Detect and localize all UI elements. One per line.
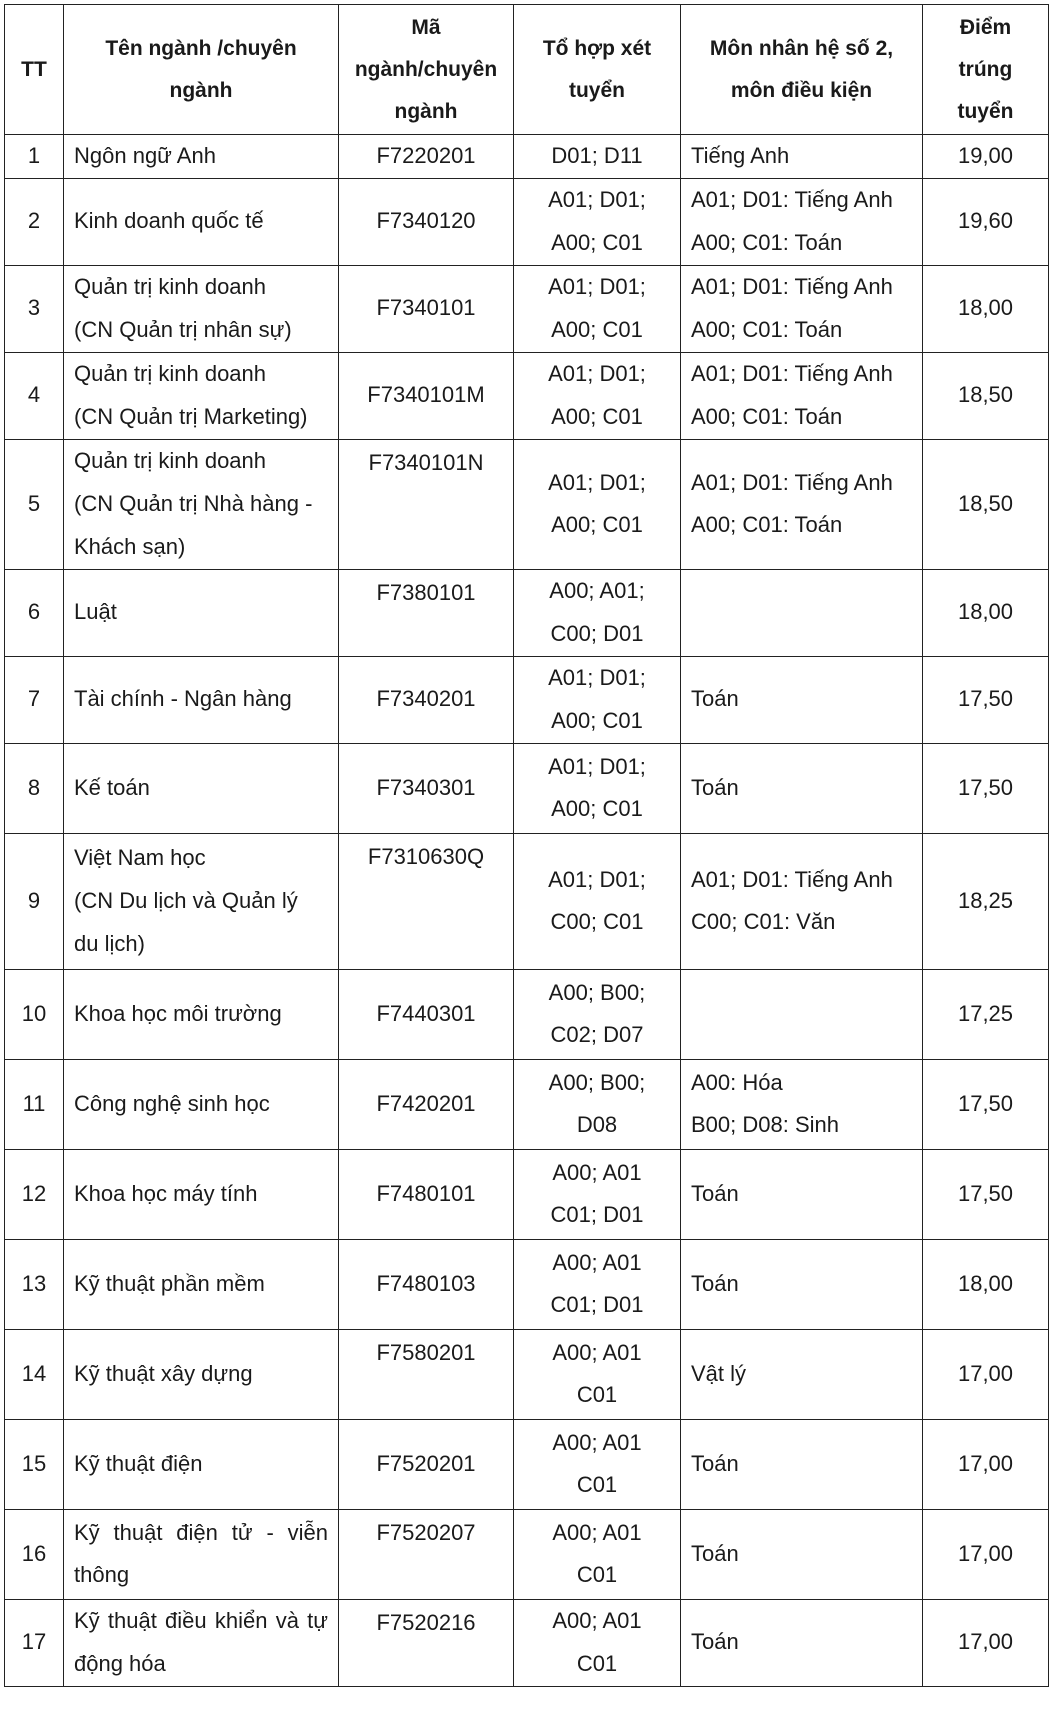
weighted-subject-line: Toán	[691, 1629, 739, 1655]
weighted-subject-line: C00; C01: Văn	[691, 909, 836, 935]
subject-combination-line: A00; B00;	[548, 979, 646, 1005]
admission-score: 18,25	[923, 833, 1049, 969]
major-code: F7520207	[339, 1509, 514, 1599]
major-name-line: Việt Nam học	[74, 845, 206, 871]
major-code: F7340301	[339, 743, 514, 833]
major-name-line: (CN Du lịch và Quản lý du lịch)	[74, 887, 298, 956]
subject-combination-line: C01; D01	[550, 1292, 644, 1318]
weighted-subject-line: Toán	[691, 686, 739, 712]
row-number: 8	[5, 743, 64, 833]
major-name	[64, 569, 339, 656]
weighted-subject-line: A00; C01: Toán	[691, 229, 843, 255]
subject-combination-line: C02; D07	[550, 1022, 644, 1048]
major-name-line: Ngôn ngữ Anh	[74, 143, 216, 168]
admission-score: 17,00	[923, 1329, 1049, 1419]
major-name	[64, 656, 339, 743]
major-name	[64, 439, 339, 569]
weighted-subject	[681, 1239, 923, 1329]
major-name-line: Quản trị kinh doanh	[74, 448, 267, 474]
header-subject: Môn nhân hệ số 2, môn điều kiện	[681, 5, 923, 135]
subject-combination-line: A00; C01	[551, 403, 643, 429]
weighted-subject	[681, 178, 923, 265]
table-row	[5, 1599, 1049, 1686]
subject-combination-line: A01; D01;	[548, 866, 646, 892]
subject-combination-line: A00; A01;	[549, 578, 645, 603]
row-number: 4	[5, 352, 64, 439]
subject-combination-line: A00; A01	[552, 1339, 642, 1365]
weighted-subject-line: Tiếng Anh	[691, 143, 790, 168]
table-row	[5, 656, 1049, 743]
admission-score: 19,60	[923, 178, 1049, 265]
subject-combination-line: A00; C01	[551, 707, 643, 733]
admission-score: 17,50	[923, 1149, 1049, 1239]
table-row	[5, 1509, 1049, 1599]
major-code: F7480103	[339, 1239, 514, 1329]
weighted-subject-line: A01; D01: Tiếng Anh	[691, 187, 893, 212]
admission-score: 17,50	[923, 656, 1049, 743]
row-number: 3	[5, 265, 64, 352]
weighted-subject	[681, 743, 923, 833]
row-number: 7	[5, 656, 64, 743]
subject-combination	[514, 656, 681, 743]
subject-combination-line: A00; C01	[551, 316, 643, 342]
weighted-subject	[681, 1419, 923, 1509]
subject-combination	[514, 1599, 681, 1686]
subject-combination-line: A01; D01;	[548, 274, 646, 299]
major-name-line: Kỹ thuật xây dựng	[74, 1360, 253, 1386]
major-code: F7340201	[339, 656, 514, 743]
weighted-subject-line: B00; D08: Sinh	[691, 1112, 839, 1138]
row-number: 11	[5, 1059, 64, 1149]
row-number: 14	[5, 1329, 64, 1419]
weighted-subject-line: Toán	[691, 1540, 739, 1566]
weighted-subject	[681, 265, 923, 352]
weighted-subject-line: A01; D01: Tiếng Anh	[691, 469, 893, 495]
major-name	[64, 1329, 339, 1419]
major-code: F7340101	[339, 265, 514, 352]
subject-combination-line: D08	[576, 1112, 618, 1138]
major-name	[64, 1149, 339, 1239]
admission-score: 18,50	[923, 352, 1049, 439]
subject-combination-line: A00; A01	[552, 1159, 642, 1185]
subject-combination-line: A00; A01	[552, 1608, 642, 1633]
table-row	[5, 1149, 1049, 1239]
table-row	[5, 1329, 1049, 1419]
subject-combination	[514, 352, 681, 439]
subject-combination-line: C00; C01	[550, 909, 644, 935]
subject-combination	[514, 743, 681, 833]
admission-score: 17,00	[923, 1509, 1049, 1599]
subject-combination-line: C01; D01	[550, 1202, 644, 1228]
admission-score: 18,00	[923, 265, 1049, 352]
subject-combination	[514, 1329, 681, 1419]
weighted-subject	[681, 656, 923, 743]
major-name	[64, 265, 339, 352]
major-code: F7340101N	[339, 439, 514, 569]
subject-combination-line: A00; B00;	[548, 1069, 646, 1095]
major-code: F7420201	[339, 1059, 514, 1149]
header-tt: TT	[5, 5, 64, 135]
subject-combination-line: A01; D01;	[548, 469, 646, 495]
weighted-subject-line: Vật lý	[691, 1360, 747, 1386]
major-name	[64, 135, 339, 179]
major-name-line: Luật	[74, 599, 117, 625]
subject-combination-line: C01	[576, 1472, 618, 1498]
major-name-line: Khoa học môi trường	[74, 1000, 282, 1026]
admission-score: 17,50	[923, 743, 1049, 833]
major-code: F7340120	[339, 178, 514, 265]
subject-combination-line: C00; D01	[550, 620, 644, 646]
weighted-subject	[681, 1599, 923, 1686]
subject-combination	[514, 833, 681, 969]
major-name-line: Kỹ thuật phần mềm	[74, 1270, 265, 1296]
admission-score: 17,50	[923, 1059, 1049, 1149]
row-number: 13	[5, 1239, 64, 1329]
subject-combination-line: A01; D01;	[548, 753, 646, 779]
major-name	[64, 1419, 339, 1509]
weighted-subject-line: A00; C01: Toán	[691, 403, 843, 429]
major-name-line: Công nghệ sinh học	[74, 1090, 270, 1116]
weighted-subject	[681, 833, 923, 969]
row-number: 17	[5, 1599, 64, 1686]
header-combo: Tổ hợp xét tuyển	[514, 5, 681, 135]
subject-combination-line: D01; D11	[551, 143, 643, 168]
table-row	[5, 833, 1049, 969]
admission-score: 17,00	[923, 1419, 1049, 1509]
subject-combination	[514, 1059, 681, 1149]
major-name-line: Quản trị kinh doanh	[74, 361, 267, 386]
subject-combination	[514, 439, 681, 569]
header-score: Điểm trúng tuyển	[923, 5, 1049, 135]
major-name-line: (CN Quản trị Nhà hàng - Khách sạn)	[74, 490, 313, 559]
major-name-line: Kỹ thuật điện	[74, 1450, 203, 1476]
major-name	[64, 1509, 339, 1599]
weighted-subject	[681, 135, 923, 179]
subject-combination	[514, 1149, 681, 1239]
subject-combination	[514, 969, 681, 1059]
major-name-line: Kinh doanh quốc tế	[74, 208, 264, 234]
major-name	[64, 1059, 339, 1149]
major-name-line: Kỹ thuật điều khiển và tự động hóa	[74, 1608, 328, 1676]
subject-combination-line: A00; C01	[551, 796, 643, 822]
table-header-row	[5, 5, 1049, 135]
table-row	[5, 135, 1049, 179]
major-code: F7440301	[339, 969, 514, 1059]
subject-combination-line: C01	[576, 1382, 618, 1408]
table-row	[5, 178, 1049, 265]
weighted-subject-line: Toán	[691, 774, 739, 800]
row-number: 16	[5, 1509, 64, 1599]
header-name: Tên ngành /chuyên ngành	[64, 5, 339, 135]
major-name	[64, 352, 339, 439]
admission-score: 17,00	[923, 1599, 1049, 1686]
admission-score: 19,00	[923, 135, 1049, 179]
table-row	[5, 352, 1049, 439]
major-name	[64, 969, 339, 1059]
subject-combination	[514, 1419, 681, 1509]
table-row	[5, 439, 1049, 569]
weighted-subject-line: Toán	[691, 1180, 739, 1206]
row-number: 10	[5, 969, 64, 1059]
row-number: 15	[5, 1419, 64, 1509]
weighted-subject-line: A01; D01: Tiếng Anh	[691, 274, 893, 299]
row-number: 5	[5, 439, 64, 569]
table-row	[5, 1419, 1049, 1509]
major-name	[64, 178, 339, 265]
weighted-subject-line: A00; C01: Toán	[691, 512, 843, 538]
table-row	[5, 969, 1049, 1059]
weighted-subject	[681, 969, 923, 1059]
table-row	[5, 265, 1049, 352]
weighted-subject	[681, 352, 923, 439]
subject-combination	[514, 135, 681, 179]
row-number: 6	[5, 569, 64, 656]
major-name	[64, 743, 339, 833]
subject-combination-line: A01; D01;	[548, 361, 646, 386]
major-code: F7220201	[339, 135, 514, 179]
major-name	[64, 833, 339, 969]
major-code: F7310630Q	[339, 833, 514, 969]
major-name	[64, 1599, 339, 1686]
table-row	[5, 743, 1049, 833]
admission-score: 18,50	[923, 439, 1049, 569]
admission-score: 17,25	[923, 969, 1049, 1059]
major-code: F7340101M	[339, 352, 514, 439]
major-name-line: (CN Quản trị nhân sự)	[74, 316, 292, 342]
header-code: Mã ngành/chuyên ngành	[339, 5, 514, 135]
major-code: F7580201	[339, 1329, 514, 1419]
subject-combination	[514, 178, 681, 265]
subject-combination-line: A00; C01	[551, 512, 643, 538]
weighted-subject-line: A01; D01: Tiếng Anh	[691, 866, 893, 892]
row-number: 2	[5, 178, 64, 265]
major-code: F7480101	[339, 1149, 514, 1239]
row-number: 12	[5, 1149, 64, 1239]
subject-combination	[514, 569, 681, 656]
admission-scores-document	[4, 4, 1049, 1687]
major-name-line: Quản trị kinh doanh	[74, 274, 267, 299]
subject-combination	[514, 265, 681, 352]
subject-combination	[514, 1239, 681, 1329]
subject-combination-line: A00; A01	[552, 1429, 642, 1455]
subject-combination-line: A00; C01	[551, 229, 643, 255]
weighted-subject-line: A01; D01: Tiếng Anh	[691, 361, 893, 386]
major-name-line: Kỹ thuật điện tử - viễn thông	[74, 1519, 328, 1588]
subject-combination-line: A00; A01	[552, 1519, 642, 1545]
weighted-subject	[681, 1509, 923, 1599]
admission-score: 18,00	[923, 569, 1049, 656]
major-name-line: Tài chính - Ngân hàng	[74, 686, 292, 712]
weighted-subject	[681, 569, 923, 656]
subject-combination	[514, 1509, 681, 1599]
weighted-subject-line: Toán	[691, 1270, 739, 1296]
table-row	[5, 1239, 1049, 1329]
weighted-subject-line: A00: Hóa	[691, 1069, 783, 1095]
table-row	[5, 569, 1049, 656]
major-name	[64, 1239, 339, 1329]
weighted-subject-line: A00; C01: Toán	[691, 316, 843, 342]
subject-combination-line: C01	[576, 1650, 618, 1676]
major-name-line: Khoa học máy tính	[74, 1180, 258, 1206]
major-code: F7520216	[339, 1599, 514, 1686]
weighted-subject	[681, 1149, 923, 1239]
subject-combination-line: A00; A01	[552, 1249, 642, 1275]
weighted-subject-line: Toán	[691, 1450, 739, 1476]
subject-combination-line: C01	[576, 1562, 618, 1588]
admission-scores-table	[4, 4, 1049, 1687]
major-code: F7520201	[339, 1419, 514, 1509]
major-name-line: Kế toán	[74, 774, 150, 800]
major-name-line: (CN Quản trị Marketing)	[74, 403, 308, 429]
table-row	[5, 1059, 1049, 1149]
major-code: F7380101	[339, 569, 514, 656]
subject-combination-line: A01; D01;	[548, 665, 646, 690]
row-number: 1	[5, 135, 64, 179]
weighted-subject	[681, 1329, 923, 1419]
admission-score: 18,00	[923, 1239, 1049, 1329]
weighted-subject	[681, 439, 923, 569]
row-number: 9	[5, 833, 64, 969]
subject-combination-line: A01; D01;	[548, 187, 646, 212]
weighted-subject	[681, 1059, 923, 1149]
